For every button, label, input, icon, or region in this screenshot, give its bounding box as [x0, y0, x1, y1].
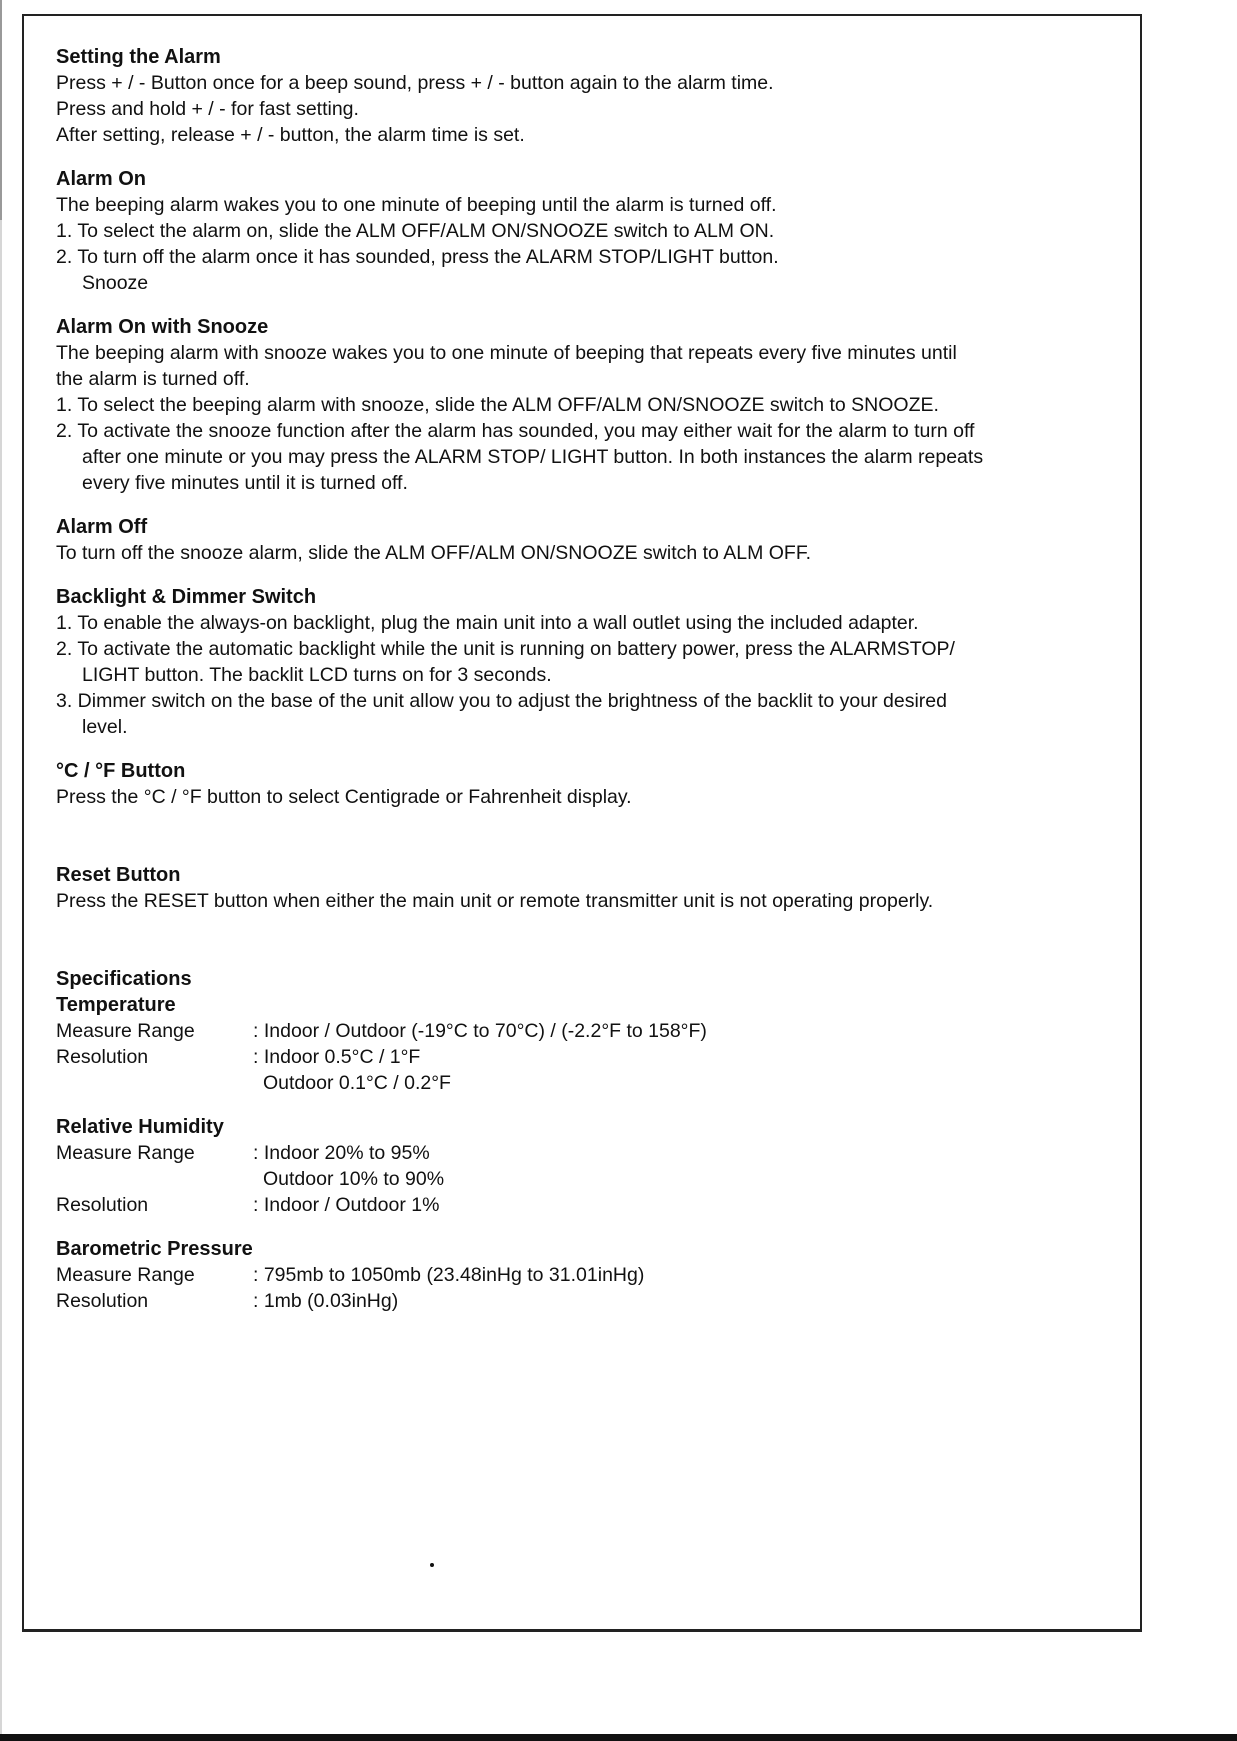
spec-row	[56, 1166, 1116, 1192]
section-setting-alarm	[56, 44, 1116, 148]
spec-label: Measure Range	[56, 1264, 195, 1286]
section-backlight	[56, 584, 1116, 740]
paragraph-line: Press + / - Button once for a beep sound, press + / - button again to the alarm time.	[56, 72, 774, 94]
spec-label: Resolution	[56, 1046, 149, 1068]
list-item: 2. To activate the automatic backlight while the unit is running on battery power, press the ALARMSTOP/	[56, 638, 955, 660]
list-item-continuation: LIGHT button. The backlit LCD turns on for 3 seconds.	[82, 664, 552, 686]
list-item-continuation: level.	[82, 716, 128, 738]
spec-value: : 795mb to 1050mb (23.48inHg to 31.01inHg)	[253, 1264, 645, 1286]
paragraph-line: To turn off the snooze alarm, slide the ALM OFF/ALM ON/SNOOZE switch to ALM OFF.	[56, 542, 811, 564]
paragraph-line: Press and hold + / - for fast setting.	[56, 98, 359, 120]
spec-label: Resolution	[56, 1194, 149, 1216]
subsection-heading: Temperature	[56, 994, 176, 1016]
spec-row	[56, 1018, 1116, 1044]
section-heading: Backlight & Dimmer Switch	[56, 586, 317, 608]
section-reset-button	[56, 862, 1116, 914]
section-heading: Alarm On with Snooze	[56, 316, 269, 338]
spec-value: Outdoor 0.1°C / 0.2°F	[263, 1072, 451, 1094]
paragraph-line: Press the °C / °F button to select Centigrade or Fahrenheit display.	[56, 786, 632, 808]
paragraph-line: The beeping alarm with snooze wakes you to one minute of beeping that repeats every five minutes until	[56, 342, 957, 364]
section-specifications	[56, 966, 1116, 1314]
paragraph-line: Snooze	[82, 272, 149, 294]
paragraph-line: the alarm is turned off.	[56, 368, 250, 390]
paragraph-line: Press the RESET button when either the main unit or remote transmitter unit is not operating properly.	[56, 890, 934, 912]
list-item: 2. To activate the snooze function after the alarm has sounded, you may either wait for the alarm to turn off	[56, 420, 975, 442]
spec-label-empty	[56, 1166, 253, 1192]
section-heading: Setting the Alarm	[56, 46, 221, 68]
spec-row	[56, 1140, 1116, 1166]
manual-page	[56, 44, 1116, 1314]
list-item-continuation: every five minutes until it is turned off.	[82, 472, 408, 494]
list-item-continuation: after one minute or you may press the ALARM STOP/ LIGHT button. In both instances the alarm repeats	[82, 446, 984, 468]
subsection-heading: Relative Humidity	[56, 1116, 224, 1138]
stray-dot	[430, 1563, 434, 1567]
section-heading: Alarm Off	[56, 516, 148, 538]
list-item: 1. To select the alarm on, slide the ALM OFF/ALM ON/SNOOZE switch to ALM ON.	[56, 220, 775, 242]
scan-edge-mark	[0, 0, 2, 1741]
spec-value: : 1mb (0.03inHg)	[253, 1290, 399, 1312]
paragraph-line: The beeping alarm wakes you to one minute of beeping until the alarm is turned off.	[56, 194, 777, 216]
section-heading: Reset Button	[56, 864, 181, 886]
spec-row	[56, 1192, 1116, 1218]
spec-row	[56, 1288, 1116, 1314]
subsection-heading: Barometric Pressure	[56, 1238, 253, 1260]
section-alarm-snooze	[56, 314, 1116, 496]
list-item: 1. To enable the always-on backlight, plug the main unit into a wall outlet using the included adapter.	[56, 612, 919, 634]
list-item: 2. To turn off the alarm once it has sounded, press the ALARM STOP/LIGHT button.	[56, 246, 779, 268]
spec-value: Outdoor 10% to 90%	[263, 1168, 445, 1190]
spec-label-empty	[56, 1070, 253, 1096]
spec-value: : Indoor 0.5°C / 1°F	[253, 1046, 421, 1068]
spec-value: : Indoor / Outdoor 1%	[253, 1194, 440, 1216]
section-alarm-on	[56, 166, 1116, 296]
section-heading: °C / °F Button	[56, 760, 186, 782]
scan-bottom-edge	[0, 1734, 1237, 1741]
spec-value: : Indoor / Outdoor (-19°C to 70°C) / (-2.2°F to 158°F)	[253, 1020, 707, 1042]
spec-row	[56, 1044, 1116, 1070]
paragraph-line: After setting, release + / - button, the alarm time is set.	[56, 124, 525, 146]
section-cf-button	[56, 758, 1116, 810]
list-item: 1. To select the beeping alarm with snooze, slide the ALM OFF/ALM ON/SNOOZE switch to SNOOZE.	[56, 394, 939, 416]
section-heading: Alarm On	[56, 168, 147, 190]
spec-label: Measure Range	[56, 1142, 195, 1164]
section-heading: Specifications	[56, 968, 192, 990]
spec-label: Measure Range	[56, 1020, 195, 1042]
list-item: 3. Dimmer switch on the base of the unit allow you to adjust the brightness of the backlit to your desired	[56, 690, 947, 712]
spec-value: : Indoor 20% to 95%	[253, 1142, 430, 1164]
spec-row	[56, 1070, 1116, 1096]
section-alarm-off	[56, 514, 1116, 566]
spec-label: Resolution	[56, 1290, 149, 1312]
spec-row	[56, 1262, 1116, 1288]
